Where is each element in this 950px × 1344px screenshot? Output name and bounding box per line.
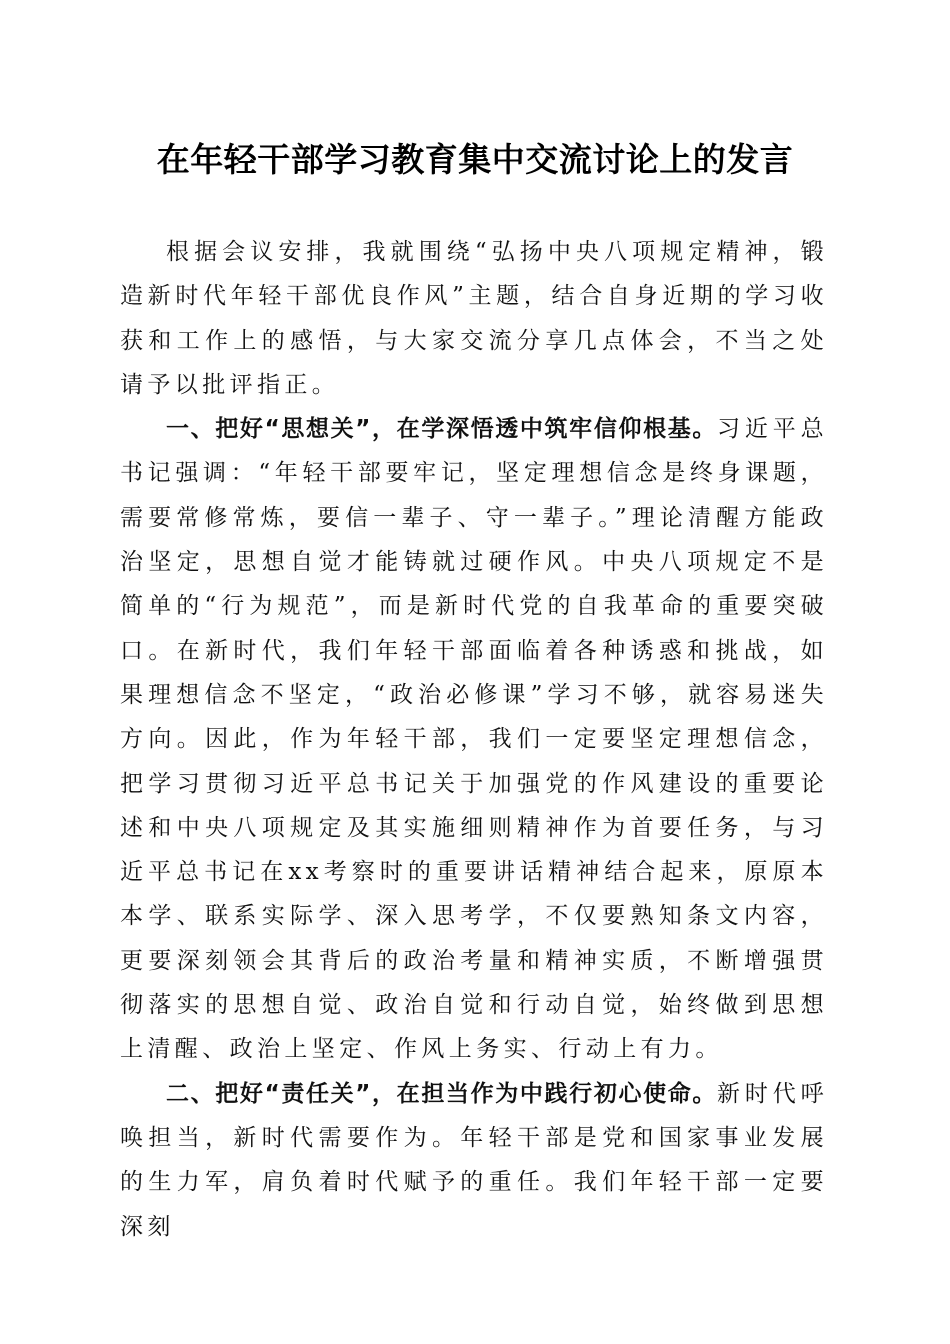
document-body	[120, 230, 828, 1249]
section-2-paragraph	[120, 1072, 828, 1249]
section-1-heading: 一、把好“思想关”，在学深悟透中筑牢信仰根基。	[166, 416, 718, 443]
section-2-body: 新时代呼唤担当，新时代需要作为。年轻干部是党和国家事业发展的生力军，肩负着时代赋予的重任。我们年轻干部一定要深刻	[120, 1080, 828, 1240]
section-1-paragraph	[120, 407, 828, 1071]
page-title: 在年轻干部学习教育集中交流讨论上的发言	[156, 140, 794, 179]
section-2-heading: 二、把好“责任关”，在担当作为中践行初心使命。	[166, 1080, 718, 1107]
intro-paragraph: 根据会议安排，我就围绕“弘扬中央八项规定精神，锻造新时代年轻干部优良作风”主题，结合自身近期的学习收获和工作上的感悟，与大家交流分享几点体会，不当之处请予以批评指正。	[120, 239, 828, 398]
section-1-body: 习近平总书记强调：“年轻干部要牢记，坚定理想信念是终身课题，需要常修常炼，要信一辈子、守一辈子。”理论清醒方能政治坚定，思想自觉才能铸就过硬作风。中央八项规定不是简单的“行为规范”，而是新时代党的自我革命的重要突破口。在新时代，我们年轻干部面临着各种诱惑和挑战，如果理想信念不坚定，“政治必修课”学习不够，就容易迷失方向。因此，作为年轻干部，我们一定要坚定理想信念，把学习贯彻习近平总书记关于加强党的作风建设的重要论述和中央八项规定及其实施细则精神作为首要任务，与习近平总书记在xx考察时的重要讲话精神结合起来，原原本本学、联系实际学、深入思考学，不仅要熟知条文内容，更要深刻领会其背后的政治考量和精神实质，不断增强贯彻落实的思想自觉、政治自觉和行动自觉，始终做到思想上清醒、政治上坚定、作风上务实、行动上有力。	[120, 416, 828, 1063]
